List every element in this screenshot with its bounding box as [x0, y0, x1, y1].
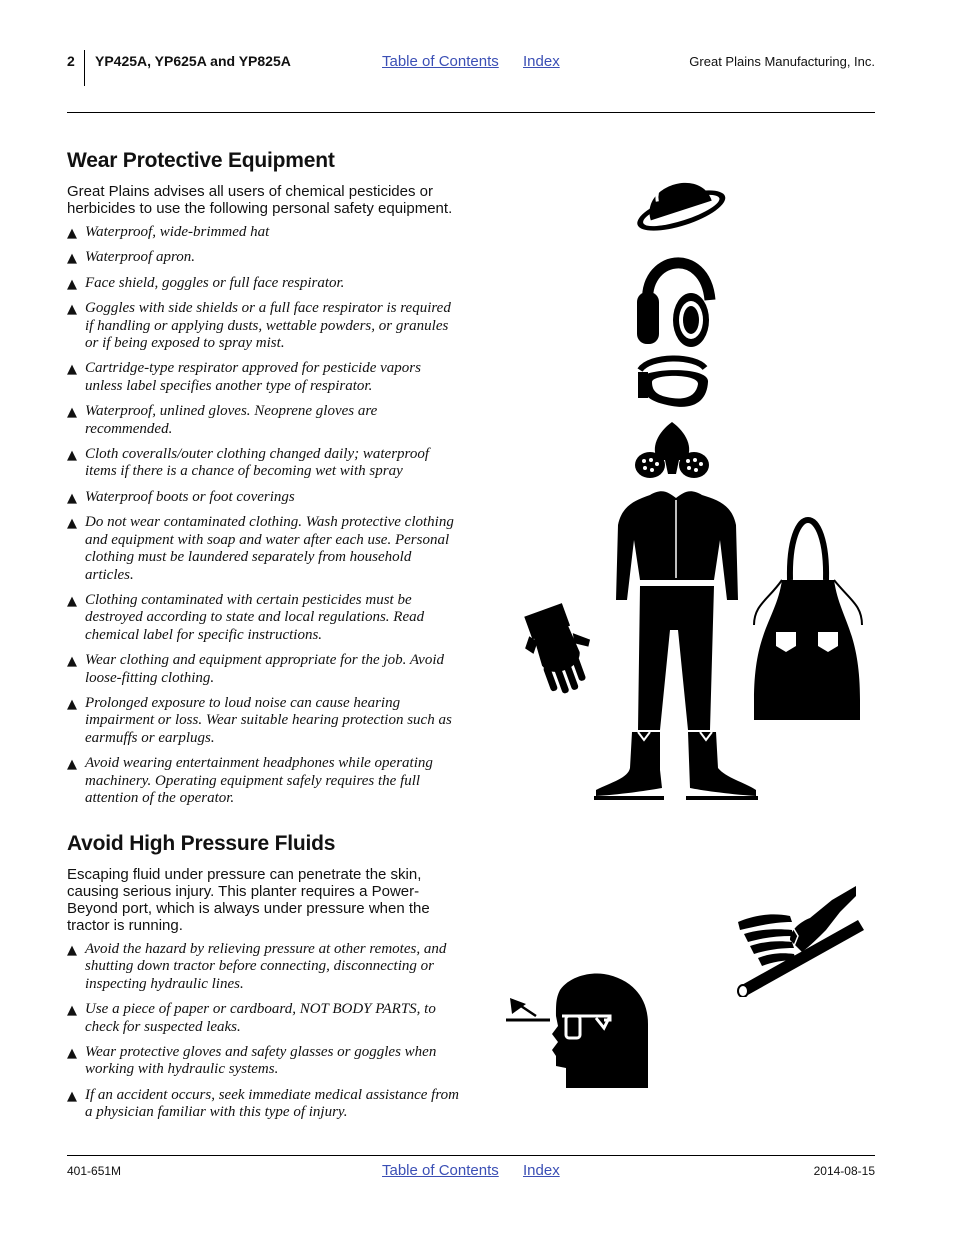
warning-triangle-icon: ▲	[67, 490, 77, 506]
warning-triangle-icon: ▲	[67, 1046, 77, 1062]
list-item-text: Prolonged exposure to loud noise can cause hearing impairment or loss. Wear suitable hearing protection such as earmuffs or earplugs.	[85, 694, 452, 746]
warning-triangle-icon: ▲	[67, 757, 77, 773]
list-item-text: Wear clothing and equipment appropriate for the job. Avoid loose-fitting clothing.	[85, 652, 445, 686]
list-item-text: Use a piece of paper or cardboard, NOT BODY PARTS, to check for suspected leaks.	[85, 1001, 436, 1035]
hard-hat-icon	[626, 162, 729, 239]
coveralls-icon	[616, 491, 738, 730]
warning-triangle-icon: ▲	[67, 654, 77, 670]
list-item	[67, 446, 462, 481]
document-number: 401-651M	[67, 1164, 122, 1178]
bullet-list	[67, 941, 462, 1122]
list-item	[67, 249, 462, 266]
warning-triangle-icon: ▲	[67, 226, 77, 241]
page-number: 2	[67, 53, 75, 69]
boots-icon	[594, 732, 758, 800]
list-item-text: Cloth coveralls/outer clothing changed daily; waterproof items if there is a chance of becoming wet with spray	[85, 446, 429, 480]
list-item-text: Cartridge-type respirator approved for pesticide vapors unless label specifies another type of respirator.	[85, 360, 421, 394]
head-safety-glasses-icon	[506, 974, 648, 1088]
header-divider	[84, 50, 85, 86]
footer-index-link[interactable]: Index	[523, 1162, 560, 1179]
list-item-text: Waterproof, unlined gloves. Neoprene gloves are recommended.	[85, 403, 378, 437]
list-item-text: Do not wear contaminated clothing. Wash protective clothing and equipment with soap and water after each use. Personal clothing must be laundered separately from household articles.	[85, 514, 454, 583]
apron-icon	[754, 520, 862, 720]
list-item	[67, 514, 462, 584]
company-name: Great Plains Manufacturing, Inc.	[689, 54, 875, 69]
list-item	[67, 300, 462, 352]
section-high-pressure-fluids	[67, 832, 462, 1130]
header-index-link[interactable]: Index	[523, 53, 560, 70]
list-item	[67, 403, 462, 438]
list-item	[67, 224, 462, 241]
section-protective-equipment	[67, 149, 462, 815]
hydraulic-leak-illustration	[730, 882, 870, 997]
warning-triangle-icon: ▲	[67, 593, 77, 609]
list-item	[67, 755, 462, 807]
list-item	[67, 695, 462, 747]
publication-date: 2014-08-15	[813, 1164, 875, 1178]
earmuffs-icon	[637, 263, 710, 347]
hand-leak-icon	[738, 886, 864, 997]
list-item	[67, 360, 462, 395]
list-item-text: Face shield, goggles or full face respirator.	[85, 274, 345, 291]
warning-triangle-icon: ▲	[67, 1088, 77, 1104]
section-intro: Escaping fluid under pressure can penetrate the skin, causing serious injury. This planter requires a Power-Beyond port, which is always under pressure when the tractor is running.	[67, 866, 430, 934]
gloves-icon	[515, 598, 605, 701]
list-item	[67, 592, 462, 644]
list-item-text: Waterproof apron.	[85, 249, 196, 266]
warning-triangle-icon: ▲	[67, 516, 77, 532]
document-title: YP425A, YP625A and YP825A	[95, 53, 291, 69]
list-item-text: Clothing contaminated with certain pesticides must be destroyed according to state and local regulations. Read chemical label for specific instructions.	[85, 591, 425, 643]
header-rule	[67, 112, 875, 113]
warning-triangle-icon: ▲	[67, 448, 77, 464]
list-item-text: Avoid the hazard by relieving pressure at other remotes, and shutting down tractor before connecting, disconnecting or inspecting hydraulic lines.	[85, 941, 447, 992]
list-item	[67, 941, 462, 993]
list-item	[67, 275, 462, 292]
list-item-text: Goggles with side shields or a full face respirator is required if handling or applying dusts, wettable powders, or granules or if being exposed to spray mist.	[85, 300, 451, 352]
warning-triangle-icon: ▲	[67, 276, 77, 292]
respirator-icon	[635, 422, 709, 478]
list-item-text: Wear protective gloves and safety glasses or goggles when working with hydraulic systems.	[85, 1044, 437, 1078]
section-intro: Great Plains advises all users of chemical pesticides or herbicides to use the following personal safety equipment.	[67, 183, 453, 217]
section-heading: Avoid High Pressure Fluids	[67, 832, 336, 855]
goggles-icon	[638, 358, 708, 406]
bullet-list	[67, 224, 462, 807]
safety-glasses-illustration	[500, 970, 655, 1090]
footer-toc-link[interactable]: Table of Contents	[382, 1162, 499, 1179]
section-heading: Wear Protective Equipment	[67, 149, 335, 172]
warning-triangle-icon: ▲	[67, 405, 77, 421]
warning-triangle-icon: ▲	[67, 251, 77, 267]
list-item-text: Avoid wearing entertainment headphones while operating machinery. Operating equipment safely requires the full attention of the operator.	[85, 755, 433, 806]
warning-triangle-icon: ▲	[67, 1003, 77, 1019]
footer-rule	[67, 1155, 875, 1156]
warning-triangle-icon: ▲	[67, 362, 77, 378]
warning-triangle-icon: ▲	[67, 943, 77, 958]
list-item	[67, 489, 462, 506]
warning-triangle-icon: ▲	[67, 302, 77, 318]
list-item-text: Waterproof, wide-brimmed hat	[85, 224, 270, 240]
list-item	[67, 1044, 462, 1079]
ppe-illustration	[500, 160, 880, 810]
list-item-text: Waterproof boots or foot coverings	[85, 488, 295, 505]
list-item-text: If an accident occurs, seek immediate medical assistance from a physician familiar with this type of injury.	[85, 1086, 459, 1121]
list-item	[67, 1001, 462, 1036]
list-item	[67, 1087, 462, 1122]
warning-triangle-icon: ▲	[67, 696, 77, 712]
list-item	[67, 652, 462, 687]
header-toc-link[interactable]: Table of Contents	[382, 53, 499, 70]
